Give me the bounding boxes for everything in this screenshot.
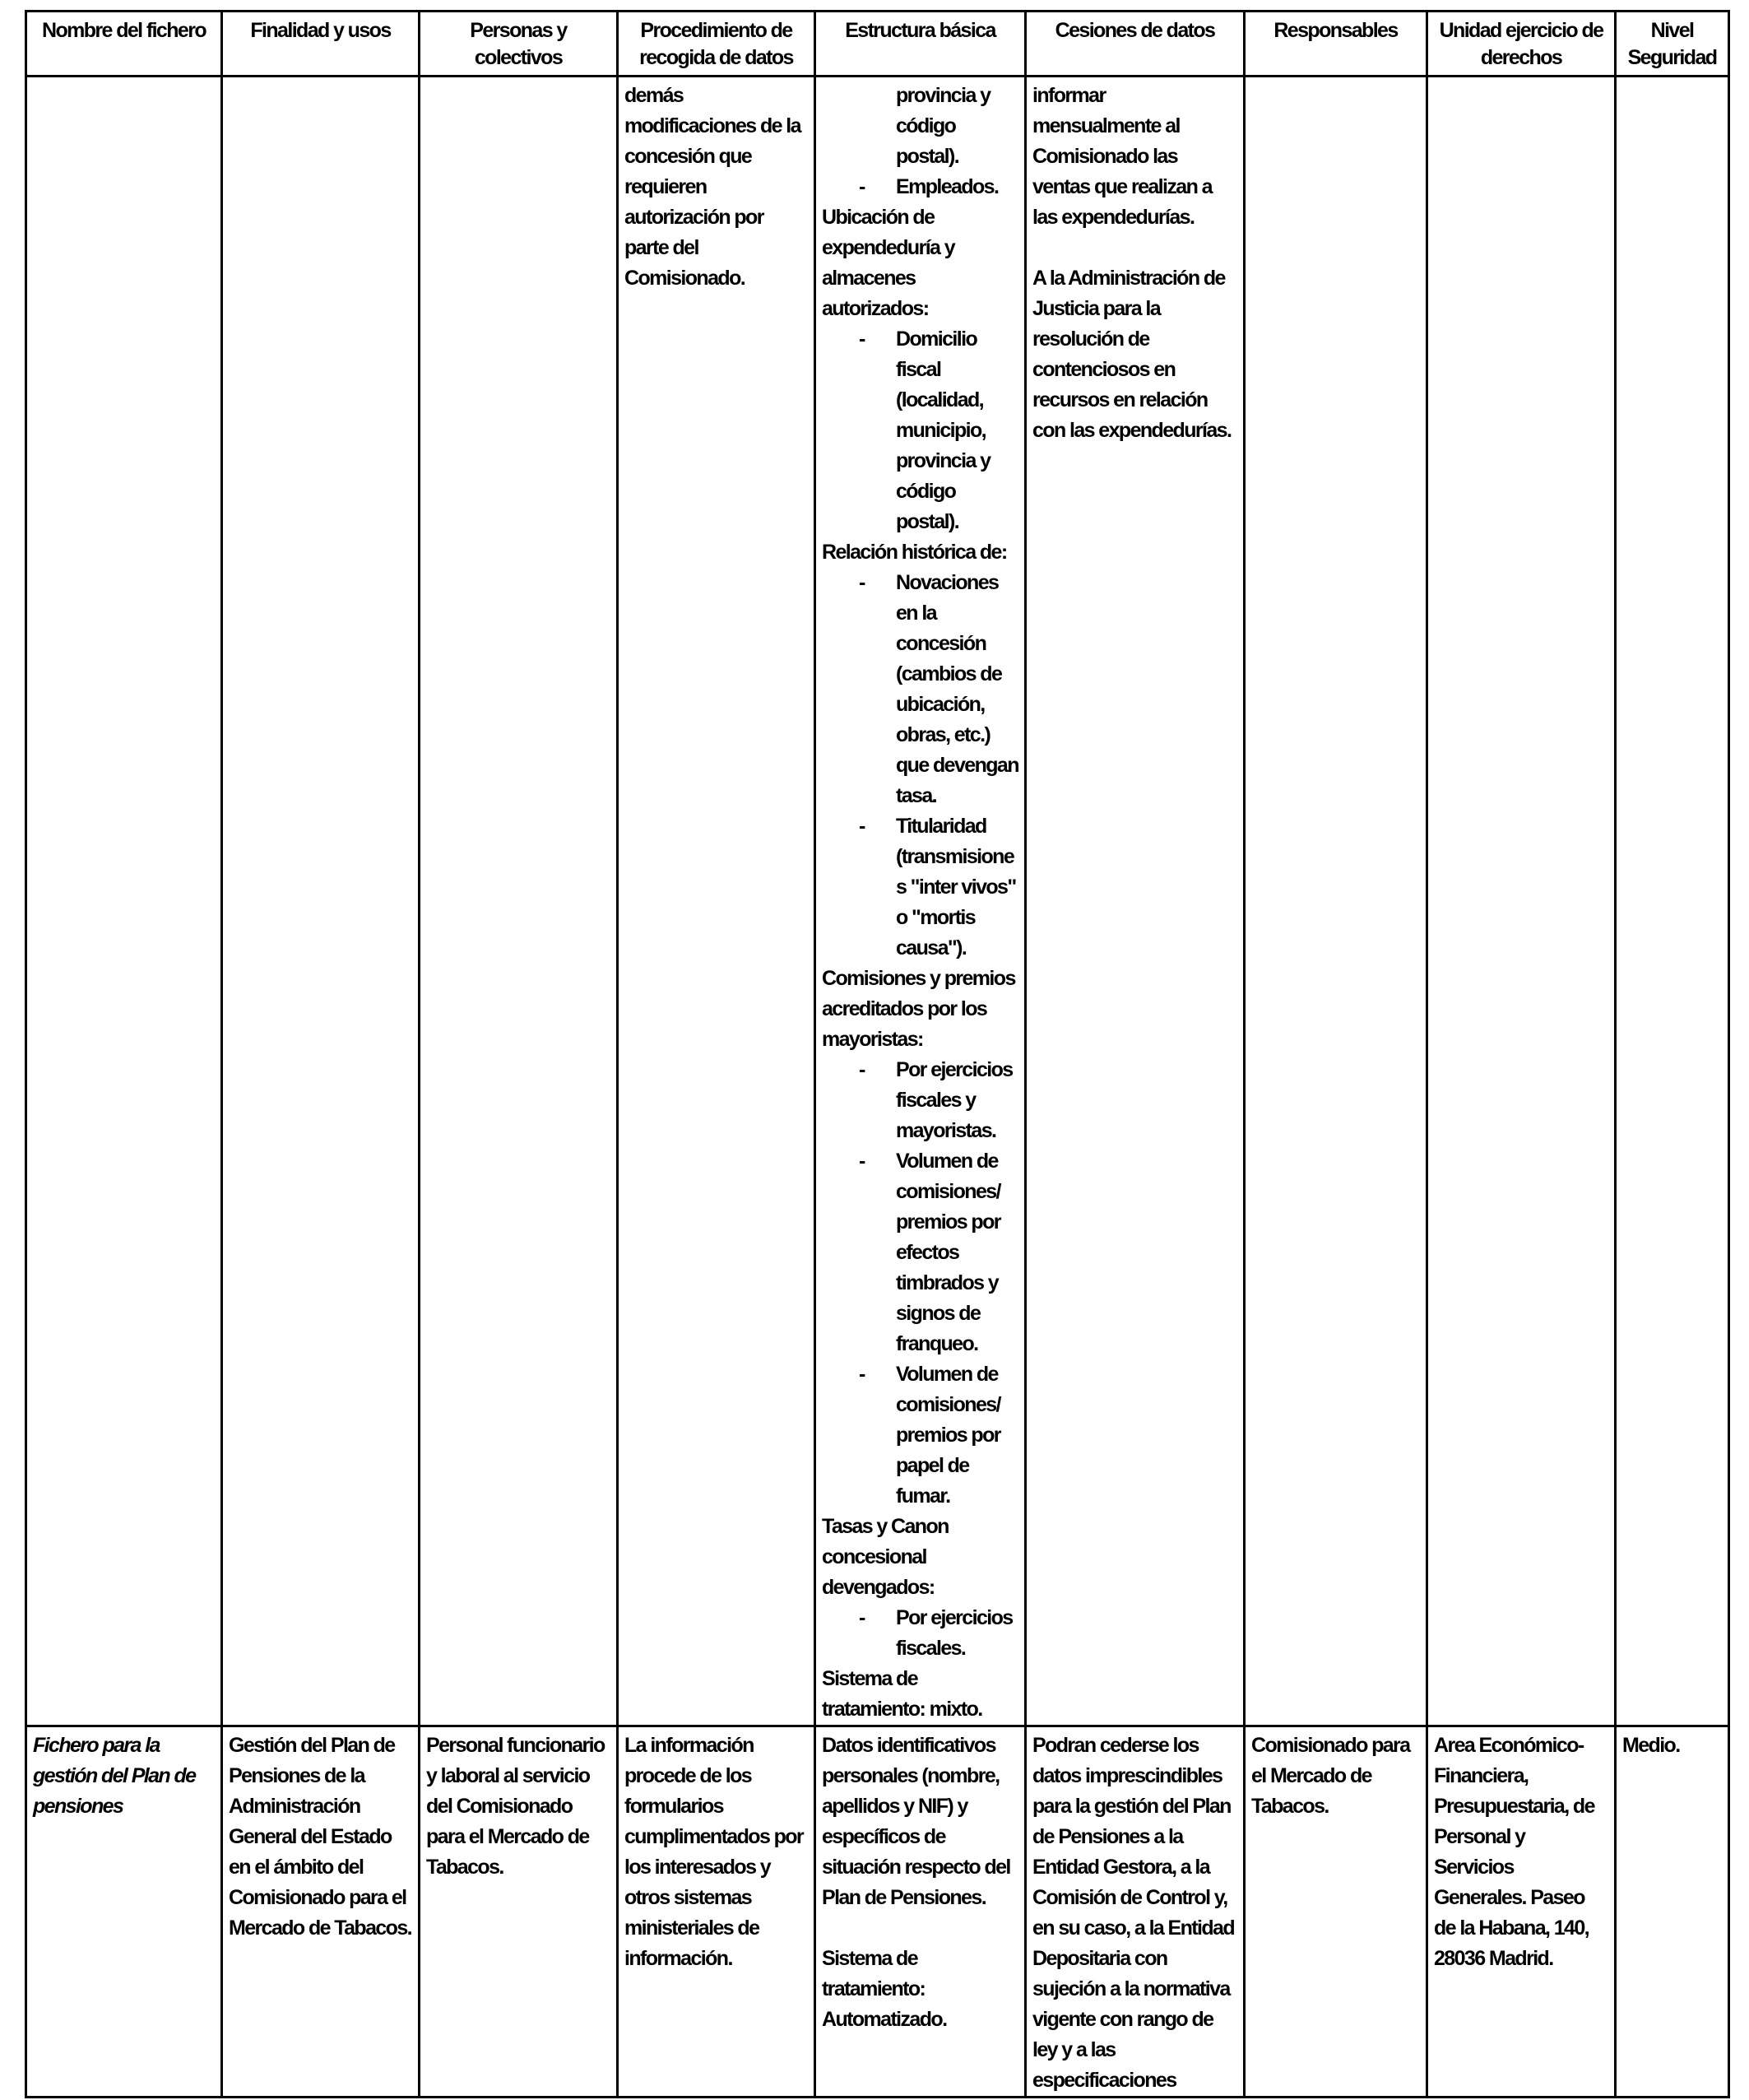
estructura-paragraph: Sistema de tratamiento: Automatizado. bbox=[822, 1947, 947, 2031]
sistema-tratamiento: Sistema de tratamiento: mixto. bbox=[822, 1667, 982, 1721]
finalidad-text: Gestión del Plan de Pensiones de la Administración General del Estado en el ámbito del Comisionado para el Mercado de Tabacos. bbox=[229, 1734, 411, 1940]
cell-unidad bbox=[1427, 1726, 1616, 2098]
cell-procedimiento bbox=[618, 77, 815, 1726]
header-nombre: Nombre del fichero bbox=[26, 12, 222, 77]
header-row bbox=[26, 12, 1729, 77]
personas-text: Personal funcionario y laboral al servicio del Comisionado para el Mercado de Tabacos. bbox=[426, 1734, 605, 1879]
paragraph-gap bbox=[1032, 233, 1237, 263]
procedimiento-text: La información procede de los formularios cumplimentados por los interesados y otros sistemas ministeriales de información. bbox=[624, 1734, 804, 1970]
header-finalidad: Finalidad y usos bbox=[222, 12, 420, 77]
cell-nivel bbox=[1616, 1726, 1729, 2098]
paragraph-gap bbox=[822, 1913, 1018, 1944]
cell-personas-empty bbox=[420, 77, 618, 1726]
header-personas: Personas y colectivos bbox=[420, 12, 618, 77]
cell-procedimiento bbox=[618, 1726, 815, 2098]
file-name: Fichero para la gestión del Plan de pensiones bbox=[33, 1734, 196, 1818]
table-row-pension bbox=[26, 1726, 1729, 2098]
cell-estructura bbox=[815, 77, 1026, 1726]
header-estructura: Estructura básica bbox=[815, 12, 1026, 77]
comisiones-heading: Comisiones y premios acreditados por los mayoristas: bbox=[822, 967, 1015, 1051]
table-row-continued bbox=[26, 77, 1729, 1726]
cell-nivel-empty bbox=[1616, 77, 1729, 1726]
relacion-list bbox=[822, 568, 1018, 964]
cesiones-paragraph: A la Administración de Justicia para la resolución de contenciosos en recursos en relación con las expendedurías. bbox=[1032, 267, 1232, 442]
header-cesiones: Cesiones de datos bbox=[1026, 12, 1245, 77]
list-item: - Empleados. bbox=[822, 172, 1018, 202]
list-item: - Volumen de comisiones/ premios por efectos timbrados y signos de franqueo. bbox=[822, 1146, 1018, 1359]
list-item: - Novaciones en la concesión (cambios de ubicación, obras, etc.) que devengan tasa. bbox=[822, 568, 1018, 811]
comisiones-list bbox=[822, 1055, 1018, 1512]
cell-finalidad-empty bbox=[222, 77, 420, 1726]
cell-finalidad bbox=[222, 1726, 420, 2098]
cell-estructura bbox=[815, 1726, 1026, 2098]
header-nivel: Nivel Seguridad bbox=[1616, 12, 1729, 77]
cell-personas bbox=[420, 1726, 618, 2098]
file-registry-table bbox=[25, 10, 1730, 2098]
ubicacion-heading: Ubicación de expendeduría y almacenes autorizados: bbox=[822, 206, 954, 320]
tasas-heading: Tasas y Canon concesional devengados: bbox=[822, 1515, 949, 1599]
cell-cesiones bbox=[1026, 77, 1245, 1726]
cell-responsables bbox=[1245, 1726, 1427, 2098]
header-procedimiento: Procedimiento de recogida de datos bbox=[618, 12, 815, 77]
list-item: - Por ejercicios fiscales y mayoristas. bbox=[822, 1055, 1018, 1146]
estructura-carryover: provincia y código postal). bbox=[896, 84, 990, 168]
responsables-text: Comisionado para el Mercado de Tabacos. bbox=[1251, 1734, 1410, 1818]
document-page bbox=[25, 10, 1728, 2092]
list-item: - Por ejercicios fiscales. bbox=[822, 1603, 1018, 1664]
cell-unidad-empty bbox=[1427, 77, 1616, 1726]
relacion-heading: Relación histórica de: bbox=[822, 541, 1007, 564]
tasas-list bbox=[822, 1603, 1018, 1664]
cell-cesiones bbox=[1026, 1726, 1245, 2098]
estructura-paragraph: Datos identificativos personales (nombre, apellidos y NIF) y específicos de situación respecto del Plan de Pensiones. bbox=[822, 1734, 1010, 1909]
cell-nombre bbox=[26, 1726, 222, 2098]
nivel-text: Medio. bbox=[1622, 1734, 1680, 1757]
list-item: - Volumen de comisiones/ premios por papel de fumar. bbox=[822, 1359, 1018, 1512]
header-unidad: Unidad ejercicio de derechos bbox=[1427, 12, 1616, 77]
header-responsables: Responsables bbox=[1245, 12, 1427, 77]
carryover-list bbox=[822, 172, 1018, 202]
unidad-text: Area Económico-Financiera, Presupuestaria, de Personal y Servicios Generales. Paseo de la Habana, 140, 28036 Madrid. bbox=[1434, 1734, 1594, 1970]
ubicacion-list bbox=[822, 324, 1018, 537]
cell-nombre-empty bbox=[26, 77, 222, 1726]
list-item: - Domicilio fiscal (localidad, municipio, provincia y código postal). bbox=[822, 324, 1018, 537]
procedimiento-text: demás modificaciones de la concesión que requieren autorización por parte del Comisionado. bbox=[624, 84, 800, 290]
cesiones-text: Podran cederse los datos imprescindibles para la gestión del Plan de Pensiones a la Entidad Gestora, a la Comisión de Control y, en su caso, a la Entidad Depositaria con sujeción a la normativa vigente con rango de ley y a las especificaciones bbox=[1032, 1734, 1235, 2092]
list-item: - Titularidad (transmisiones "inter vivos" o "mortis causa"). bbox=[822, 811, 1018, 964]
cesiones-paragraph: informar mensualmente al Comisionado las ventas que realizan a las expendedurías. bbox=[1032, 84, 1212, 229]
cell-responsables-empty bbox=[1245, 77, 1427, 1726]
